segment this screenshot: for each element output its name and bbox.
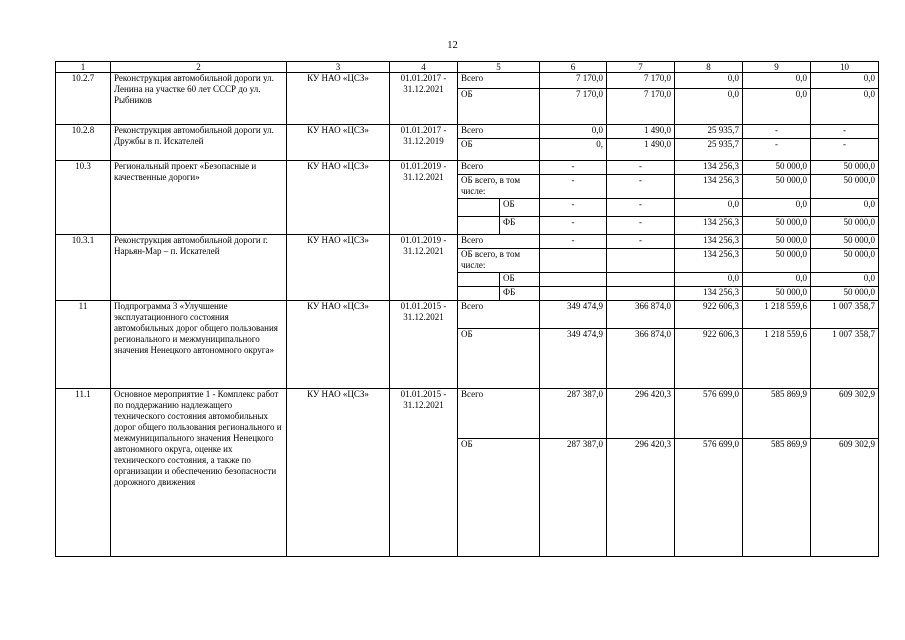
value-9: 0,0 bbox=[743, 199, 811, 217]
source-sublabel: ФБ bbox=[500, 217, 540, 235]
value-8: 134 256,3 bbox=[675, 217, 743, 235]
value-10: 50 000,0 bbox=[811, 287, 879, 301]
value-9: 50 000,0 bbox=[743, 287, 811, 301]
table-row bbox=[56, 73, 879, 89]
value-10: 0,0 bbox=[811, 73, 879, 89]
value-7: 296 420,3 bbox=[607, 439, 675, 557]
value-10: 609 302,9 bbox=[811, 439, 879, 557]
value-9: - bbox=[743, 125, 811, 139]
value-6 bbox=[540, 287, 607, 301]
header-cell: 8 bbox=[675, 62, 743, 73]
source-label: Всего bbox=[458, 161, 540, 175]
source-label: ОБ bbox=[458, 439, 540, 557]
value-8: 922 606,3 bbox=[675, 301, 743, 329]
value-8: 134 256,3 bbox=[675, 287, 743, 301]
value-10: - bbox=[811, 125, 879, 139]
value-7 bbox=[607, 273, 675, 287]
item-executor: КУ НАО «ЦСЗ» bbox=[287, 125, 390, 161]
value-6: 349 474,9 bbox=[540, 301, 607, 329]
source-sublabel: ОБ bbox=[500, 199, 540, 217]
value-8: 134 256,3 bbox=[675, 175, 743, 199]
item-executor: КУ НАО «ЦСЗ» bbox=[287, 161, 390, 235]
value-8: 576 699,0 bbox=[675, 389, 743, 439]
value-6: 287 387,0 bbox=[540, 439, 607, 557]
header-cell: 1 bbox=[56, 62, 111, 73]
source-label: Всего bbox=[458, 389, 540, 439]
value-6: - bbox=[540, 199, 607, 217]
budget-table bbox=[55, 61, 879, 557]
value-6: - bbox=[540, 175, 607, 199]
value-10: 1 007 358,7 bbox=[811, 301, 879, 329]
item-period: 01.01.2015 - 31.12.2021 bbox=[390, 301, 458, 389]
value-9: - bbox=[743, 139, 811, 161]
value-7: - bbox=[607, 161, 675, 175]
value-8: 134 256,3 bbox=[675, 235, 743, 249]
value-10: - bbox=[811, 139, 879, 161]
value-6: 7 170,0 bbox=[540, 89, 607, 125]
value-7 bbox=[607, 287, 675, 301]
value-7: 7 170,0 bbox=[607, 89, 675, 125]
value-9: 585 869,9 bbox=[743, 389, 811, 439]
value-6: 0, bbox=[540, 139, 607, 161]
value-6: - bbox=[540, 235, 607, 249]
value-8: 0,0 bbox=[675, 73, 743, 89]
source-sublabel: ФБ bbox=[500, 287, 540, 301]
value-6: 0,0 bbox=[540, 125, 607, 139]
table-row bbox=[56, 301, 879, 329]
value-7 bbox=[607, 249, 675, 273]
item-executor: КУ НАО «ЦСЗ» bbox=[287, 389, 390, 557]
item-code: 10.2.7 bbox=[56, 73, 111, 125]
item-period: 01.01.2017 - 31.12.2019 bbox=[390, 125, 458, 161]
item-code: 11 bbox=[56, 301, 111, 389]
value-9: 50 000,0 bbox=[743, 217, 811, 235]
item-name: Реконструкция автомобильной дороги ул. Ленина на участке 60 лет СССР до ул. Рыбников bbox=[111, 73, 287, 125]
value-7: 366 874,0 bbox=[607, 301, 675, 329]
value-8: 576 699,0 bbox=[675, 439, 743, 557]
value-9: 50 000,0 bbox=[743, 235, 811, 249]
value-6: 287 387,0 bbox=[540, 389, 607, 439]
value-10: 50 000,0 bbox=[811, 249, 879, 273]
item-name: Подпрограмма 3 «Улучшение эксплуатационного состояния автомобильных дорог общего пользования регионального и межмуниципального значения Ненецкого автономного округа» bbox=[111, 301, 287, 389]
item-executor: КУ НАО «ЦСЗ» bbox=[287, 301, 390, 389]
item-executor: КУ НАО «ЦСЗ» bbox=[287, 235, 390, 301]
source-sublabel: ОБ bbox=[500, 273, 540, 287]
value-6 bbox=[540, 273, 607, 287]
value-10: 1 007 358,7 bbox=[811, 329, 879, 389]
source-blank bbox=[458, 287, 500, 301]
item-period: 01.01.2017 - 31.12.2021 bbox=[390, 73, 458, 125]
item-name: Реконструкция автомобильной дороги ул. Дружбы в п. Искателей bbox=[111, 125, 287, 161]
item-period: 01.01.2019 - 31.12.2021 bbox=[390, 161, 458, 235]
source-blank bbox=[458, 217, 500, 235]
value-10: 50 000,0 bbox=[811, 235, 879, 249]
source-blank bbox=[458, 199, 500, 217]
value-9: 585 869,9 bbox=[743, 439, 811, 557]
table-row bbox=[56, 161, 879, 175]
value-9: 1 218 559,6 bbox=[743, 301, 811, 329]
header-cell: 3 bbox=[287, 62, 390, 73]
value-6 bbox=[540, 249, 607, 273]
value-6: 7 170,0 bbox=[540, 73, 607, 89]
value-8: 922 606,3 bbox=[675, 329, 743, 389]
value-7: 366 874,0 bbox=[607, 329, 675, 389]
value-10: 609 302,9 bbox=[811, 389, 879, 439]
source-label: Всего bbox=[458, 73, 540, 89]
table-row bbox=[56, 389, 879, 439]
value-6: - bbox=[540, 161, 607, 175]
item-executor: КУ НАО «ЦСЗ» bbox=[287, 73, 390, 125]
value-7: - bbox=[607, 199, 675, 217]
value-7: 296 420,3 bbox=[607, 389, 675, 439]
value-7: 1 490,0 bbox=[607, 125, 675, 139]
header-cell: 7 bbox=[607, 62, 675, 73]
source-label: ОБ всего, в том числе: bbox=[458, 175, 540, 199]
table-row bbox=[56, 235, 879, 249]
value-7: - bbox=[607, 217, 675, 235]
source-blank bbox=[458, 273, 500, 287]
item-code: 10.2.8 bbox=[56, 125, 111, 161]
header-cell: 5 bbox=[458, 62, 540, 73]
value-7: - bbox=[607, 235, 675, 249]
header-cell: 6 bbox=[540, 62, 607, 73]
value-6: 349 474,9 bbox=[540, 329, 607, 389]
page-number: 12 bbox=[447, 40, 458, 51]
value-8: 25 935,7 bbox=[675, 125, 743, 139]
value-9: 0,0 bbox=[743, 89, 811, 125]
value-10: 50 000,0 bbox=[811, 217, 879, 235]
item-code: 11.1 bbox=[56, 389, 111, 557]
item-name: Региональный проект «Безопасные и качественные дороги» bbox=[111, 161, 287, 235]
item-name: Реконструкция автомобильной дороги г. Нарьян-Мар – п. Искателей bbox=[111, 235, 287, 301]
value-8: 0,0 bbox=[675, 273, 743, 287]
value-9: 50 000,0 bbox=[743, 175, 811, 199]
header-row bbox=[56, 62, 879, 73]
item-code: 10.3 bbox=[56, 161, 111, 235]
value-6: - bbox=[540, 217, 607, 235]
value-10: 50 000,0 bbox=[811, 175, 879, 199]
header-cell: 10 bbox=[811, 62, 879, 73]
item-name: Основное мероприятие 1 - Комплекс работ по поддержанию надлежащего технического состояния автомобильных дорог общего пользования регионального и межмуниципального значения Ненецкого автономного округа, оценке их технического состояния, а также по организации и обеспечению безопасности дорожного движения bbox=[111, 389, 287, 557]
source-label: Всего bbox=[458, 235, 540, 249]
value-8: 25 935,7 bbox=[675, 139, 743, 161]
value-7: 1 490,0 bbox=[607, 139, 675, 161]
value-10: 50 000,0 bbox=[811, 161, 879, 175]
value-8: 134 256,3 bbox=[675, 249, 743, 273]
table-row bbox=[56, 125, 879, 139]
source-label: ОБ bbox=[458, 89, 540, 125]
value-8: 134 256,3 bbox=[675, 161, 743, 175]
source-label: ОБ bbox=[458, 139, 540, 161]
item-period: 01.01.2015 - 31.12.2021 bbox=[390, 389, 458, 557]
header-cell: 4 bbox=[390, 62, 458, 73]
value-9: 0,0 bbox=[743, 273, 811, 287]
header-cell: 9 bbox=[743, 62, 811, 73]
source-label: Всего bbox=[458, 301, 540, 329]
source-label: ОБ всего, в том числе: bbox=[458, 249, 540, 273]
value-9: 0,0 bbox=[743, 73, 811, 89]
value-9: 50 000,0 bbox=[743, 161, 811, 175]
value-8: 0,0 bbox=[675, 199, 743, 217]
value-9: 50 000,0 bbox=[743, 249, 811, 273]
value-7: - bbox=[607, 175, 675, 199]
item-period: 01.01.2019 - 31.12.2021 bbox=[390, 235, 458, 301]
value-10: 0,0 bbox=[811, 199, 879, 217]
value-10: 0,0 bbox=[811, 273, 879, 287]
value-10: 0,0 bbox=[811, 89, 879, 125]
value-9: 1 218 559,6 bbox=[743, 329, 811, 389]
item-code: 10.3.1 bbox=[56, 235, 111, 301]
source-label: ОБ bbox=[458, 329, 540, 389]
header-cell: 2 bbox=[111, 62, 287, 73]
value-8: 0,0 bbox=[675, 89, 743, 125]
value-7: 7 170,0 bbox=[607, 73, 675, 89]
source-label: Всего bbox=[458, 125, 540, 139]
